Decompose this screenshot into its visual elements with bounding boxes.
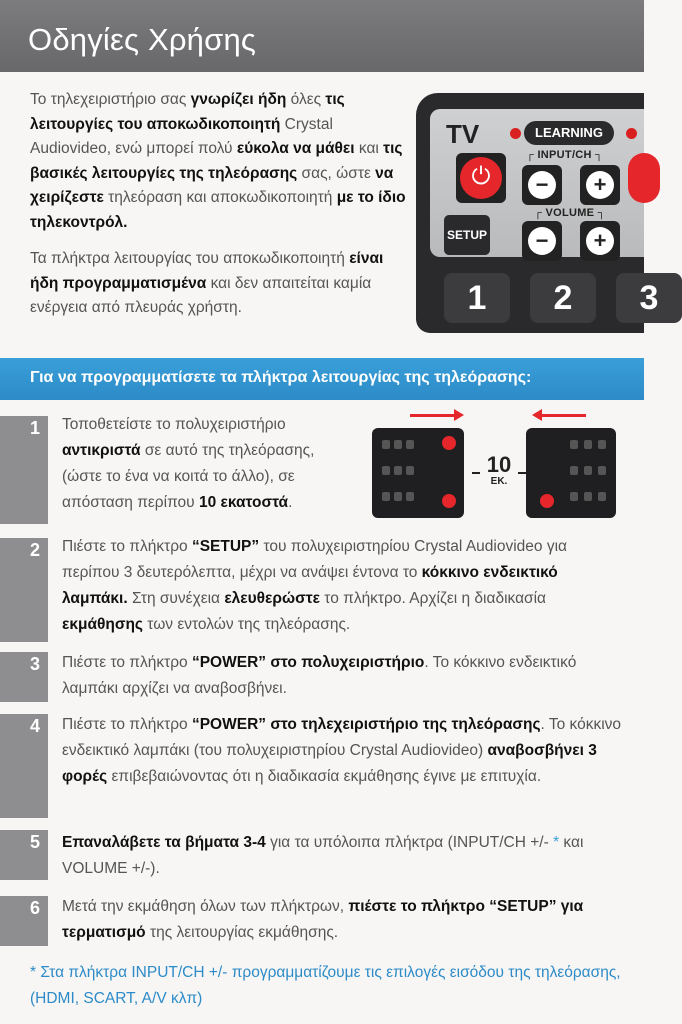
side-red-button [628,153,660,203]
footnote: * Στα πλήκτρα INPUT/CH +/- προγραμματίζουμε τις επιλογές εισόδου της τηλεόρασης, (HDMI, SCART, A/V κλπ) [30,964,621,1007]
remote-illustration [416,93,659,333]
indicator-led-icon [510,128,521,139]
power-icon: ⏻ [460,157,502,199]
plus-icon: + [586,171,614,199]
minus-icon: − [528,171,556,199]
minus-icon: − [528,227,556,255]
step-text: Πιέστε το πλήκτρο “POWER” στο πολυχειριστήριο. Το κόκκινο ενδεικτικό λαμπάκι αρχίζει να αναβοσβήνει. [62,654,577,697]
distance-label: 10 ΕΚ. [478,454,520,487]
step-text: Πιέστε το πλήκτρο “POWER” στο τηλεχειριστήριο της τηλεόρασης. Το κόκκινο ενδεικτικό λαμπάκι (του πολυχειριστηρίου Crystal Audiovideo) αναβοσβήνει 3 φορές επιβεβαιώνοντας ότι η διαδικασία εκμάθησης έγινε με επιτυχία. [62,716,622,785]
step-text: Τοποθετείστε το πολυχειριστήριο αντικριστά σε αυτό της τηλεόρασης, (ώστε το ένα να κοιτά το άλλο), σε απόσταση περίπου 10 εκατοστά. [62,416,315,511]
number-key-1: 1 [444,273,510,323]
step-number: 3 [0,652,48,702]
intro-paragraph-2: Τα πλήκτρα λειτουργίας του αποκωδικοποιητή είναι ήδη προγραμματισμένα και δεν απαιτείται καμία ενέργεια από πλευράς χρήστη. [30,250,384,316]
step-number: 2 [0,538,48,642]
volume-label: ┌ VOLUME ┐ [534,207,606,219]
remote-tv-panel [430,109,644,257]
setup-button: SETUP [444,215,490,255]
learning-label: LEARNING [524,121,614,145]
step-number: 1 [0,416,48,524]
volume-minus-button [522,221,562,261]
plus-icon: + [586,227,614,255]
volume-plus-button [580,221,620,261]
intro-text [30,88,406,333]
number-key-2: 2 [530,273,596,323]
tv-label: TV [446,119,480,149]
page-title: Οδηγίες Χρήσης [28,22,257,57]
arrow-left-icon [538,414,586,417]
tv-remote-icon [526,428,616,518]
step-text: Μετά την εκμάθηση όλων των πλήκτρων, πιέστε το πλήκτρο “SETUP” για τερματισμό της λειτουργίας εκμάθησης. [62,898,584,941]
input-ch-label: ┌ INPUT/CH ┐ [526,149,604,161]
step-number: 6 [0,896,48,946]
section-title: Για να προγραμματίσετε τα πλήκτρα λειτουργίας της τηλεόρασης: [30,369,532,386]
step-text: Επαναλάβετε τα βήματα 3-4 για τα υπόλοιπα πλήκτρα (INPUT/CH +/- * και VOLUME +/-). [62,834,584,877]
universal-remote-icon [372,428,464,518]
distance-diagram [370,408,620,524]
section-banner [0,358,644,400]
step-number: 4 [0,714,48,818]
input-plus-button [580,165,620,205]
indicator-led-icon [626,128,637,139]
header-bar [0,0,644,72]
step-number: 5 [0,830,48,880]
intro-paragraph-1: Το τηλεχειριστήριο σας γνωρίζει ήδη όλες τις λειτουργίες του αποκωδικοποιητή Crystal Audiovideo, ενώ μπορεί πολύ εύκολα να μάθει και τις βασικές λειτουργίες της τηλεόρασης σας, ώστε να χειρίζεστε τηλεόραση και αποκωδικοποιητή με το ίδιο τηλεκοντρόλ. [30,91,406,231]
step-text: Πιέστε το πλήκτρο “SETUP” του πολυχειριστηρίου Crystal Audiovideo για περίπου 3 δευτερόλεπτα, μέχρι να ανάψει έντονα το κόκκινο ενδεικτικό λαμπάκι. Στη συνέχεια ελευθερώστε το πλήκτρο. Αρχίζει η διαδικασία εκμάθησης των εντολών της τηλεόρασης. [62,538,567,633]
input-minus-button [522,165,562,205]
number-key-3: 3 [616,273,682,323]
power-button [456,153,506,203]
arrow-right-icon [410,414,458,417]
